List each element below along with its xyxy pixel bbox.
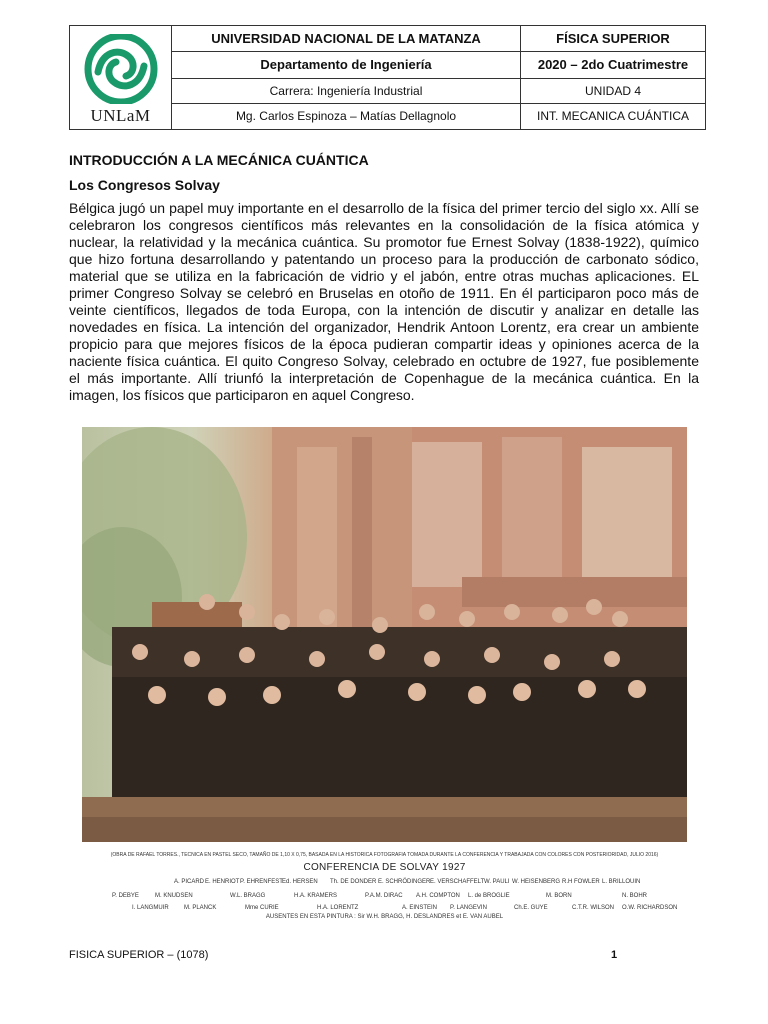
name-label: P. EHRENFEST [240, 879, 283, 885]
authors: Mg. Carlos Espinoza – Matías Dellagnolo [172, 103, 521, 129]
name-label: E. SCHRÖDINGER [378, 879, 431, 885]
name-label: P.A.M. DIRAC [365, 893, 403, 899]
name-label: L. de BROGLIE [468, 893, 510, 899]
name-label: H.A. KRAMERS [294, 893, 338, 899]
name-label: Ch.E. GUYE [514, 905, 548, 911]
footer-course: FISICA SUPERIOR – (1078) [69, 949, 209, 961]
name-label: N. BOHR [622, 893, 648, 899]
name-label: W. PAULI [484, 879, 510, 885]
names-row-2 [82, 893, 687, 903]
logo-cell [70, 26, 172, 130]
name-label: E. VERSCHAFFELT [430, 879, 485, 885]
name-label: P. LANGEVIN [450, 905, 487, 911]
name-label: M. KNUDSEN [155, 893, 193, 899]
unlam-logo [70, 26, 171, 129]
name-label: A.H. COMPTON [416, 893, 460, 899]
name-label: L. BRILLOUIN [602, 879, 641, 885]
photo-credit: (OBRA DE RAFAEL TORRES., TECNICA EN PASTEL SECO, TAMAÑO DE 1,10 X 0,75, BASADA EN LA HISTORICA FOTOGRAFIA TOMADA DURANTE LA CONFERENCIA Y TRABAJADA CON COLORES CON POSTERIORIDAD, JULIO 2016) [110, 852, 659, 858]
university-name: UNIVERSIDAD NACIONAL DE LA MATANZA [172, 26, 521, 52]
period: 2020 – 2do Cuatrimestre [521, 52, 706, 78]
name-label: M. BORN [546, 893, 572, 899]
name-label: Th. DE DONDER [330, 879, 377, 885]
name-label: Mme CURIE [245, 905, 279, 911]
name-label: I. LANGMUIR [132, 905, 169, 911]
section-subtitle: Los Congresos Solvay [69, 177, 220, 193]
name-label: H.A. LORENTZ [317, 905, 359, 911]
group-photo-illustration [82, 427, 687, 842]
photo-title: CONFERENCIA DE SOLVAY 1927 [303, 862, 466, 873]
subject-name: FÍSICA SUPERIOR [521, 26, 706, 52]
department-name: Departamento de Ingeniería [172, 52, 521, 78]
name-label: R.H FOWLER [562, 879, 600, 885]
header-table [69, 25, 706, 130]
page-number: 1 [611, 949, 618, 961]
name-label: C.T.R. WILSON [572, 905, 615, 911]
name-label: W.L. BRAGG [230, 893, 266, 899]
name-label: W. HEISENBERG [512, 879, 561, 885]
name-label: E. HENRIOT [205, 879, 240, 885]
solvay-conference-image [82, 427, 687, 842]
logo-text: UNLaM [90, 106, 151, 125]
name-label: M. PLANCK [184, 905, 217, 911]
body-paragraph: Bélgica jugó un papel muy importante en el desarrollo de la física del primer tercio del siglo xx. Allí se celebraron los congresos científicos más relevantes en la consolidación de la física atómica y nuclear, la relatividad y la mecánica cuántica. Su promotor fue Ernest Solvay (1838-1922), químico que hizo fortuna desarrollando y patentando un proceso para la producción de carbonato sódico, material que se utiliza en la fabricación de vidrio y el jabón, entre otras muchas aplicaciones. EL primer Congreso Solvay se celebró en Bruselas en otoño de 1911. En él participaron poco más de veinte científicos, llegados de toda Europa, con la intención de discutir y analizar en detalle las novedades en física. La intención del organizador, Hendrik Antoon Lorentz, era crear un ambiente propicio para que mejores físicos de la época pudieran compartir ideas y opiniones acerca de la naciente física cuántica. El quito Congreso Solvay, celebrado en octubre de 1927, fue posiblemente el más importante. Allí triunfó la interpretación de Copenhague de la mecánica cuántica. En la imagen, los físicos que participaron en aquel Congreso. [69, 200, 699, 403]
names-row-1 [82, 879, 687, 889]
name-label: A. EINSTEIN [402, 905, 438, 911]
name-label: Ed. HERSEN [282, 879, 318, 885]
name-label: P. DEBYE [112, 893, 139, 899]
absent-note: AUSENTES EN ESTA PINTURA : Sir W.H. BRAGG, H. DESLANDRES et E. VAN AUBEL [265, 914, 504, 920]
name-label: A. PICARD [174, 879, 205, 885]
name-label: O.W. RICHARDSON [622, 905, 678, 911]
unlam-emblem-icon [82, 34, 160, 104]
career: Carrera: Ingeniería Industrial [172, 78, 521, 103]
section-title: INTRODUCCIÓN A LA MECÁNICA CUÁNTICA [69, 152, 369, 168]
topic: INT. MECANICA CUÁNTICA [521, 103, 706, 129]
unit: UNIDAD 4 [521, 78, 706, 103]
